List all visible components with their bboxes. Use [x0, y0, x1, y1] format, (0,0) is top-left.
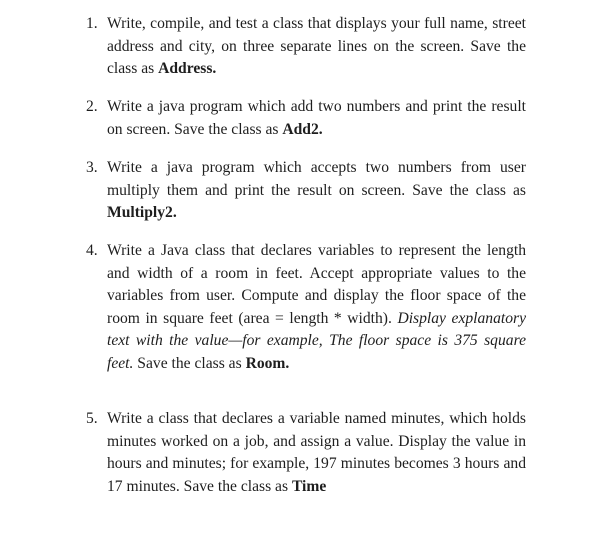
question-number: 4.	[86, 242, 98, 259]
class-name: Add2.	[282, 120, 323, 138]
question-1	[86, 13, 526, 81]
question-number: 2.	[86, 98, 98, 115]
question-number: 5.	[86, 410, 98, 427]
question-5	[86, 408, 526, 498]
question-number: 1.	[86, 15, 98, 32]
question-number: 3.	[86, 159, 98, 176]
question-body-after: Save the class as	[133, 354, 246, 372]
question-text	[107, 96, 526, 141]
question-text	[107, 408, 526, 498]
question-text	[107, 157, 526, 225]
question-body: Write a class that declares a variable named minutes, which holds minutes worked on a job, and assign a value. Display the value in hours and minutes; for example, 197 minutes becomes 3 hours and 17 minutes. Save the class as	[107, 410, 526, 495]
example-text: Display explanatory text with the value—for example, The floor space is 375 square feet.	[107, 309, 527, 372]
question-body: Write a Java class that declares variables to represent the length and width of a room in feet. Accept appropriate values to the variables from user. Compute and display the floor space of the room in square feet (area = length * width).	[107, 242, 526, 327]
question-4	[86, 240, 526, 376]
question-text	[107, 240, 526, 376]
question-body: Write a java program which add two numbers and print the result on screen. Save the class as	[107, 98, 526, 138]
question-body: Write a java program which accepts two numbers from user multiply them and print the result on screen. Save the class as	[107, 159, 526, 199]
question-3	[86, 157, 526, 225]
question-body: Write, compile, and test a class that displays your full name, street address and city, on three separate lines on the screen. Save the class as	[107, 15, 526, 78]
class-name: Multiply2.	[107, 204, 177, 222]
class-name: Time	[291, 477, 327, 495]
class-name: Room.	[245, 354, 290, 372]
class-name: Address.	[158, 60, 217, 78]
question-text	[107, 13, 526, 81]
question-2	[86, 96, 526, 141]
